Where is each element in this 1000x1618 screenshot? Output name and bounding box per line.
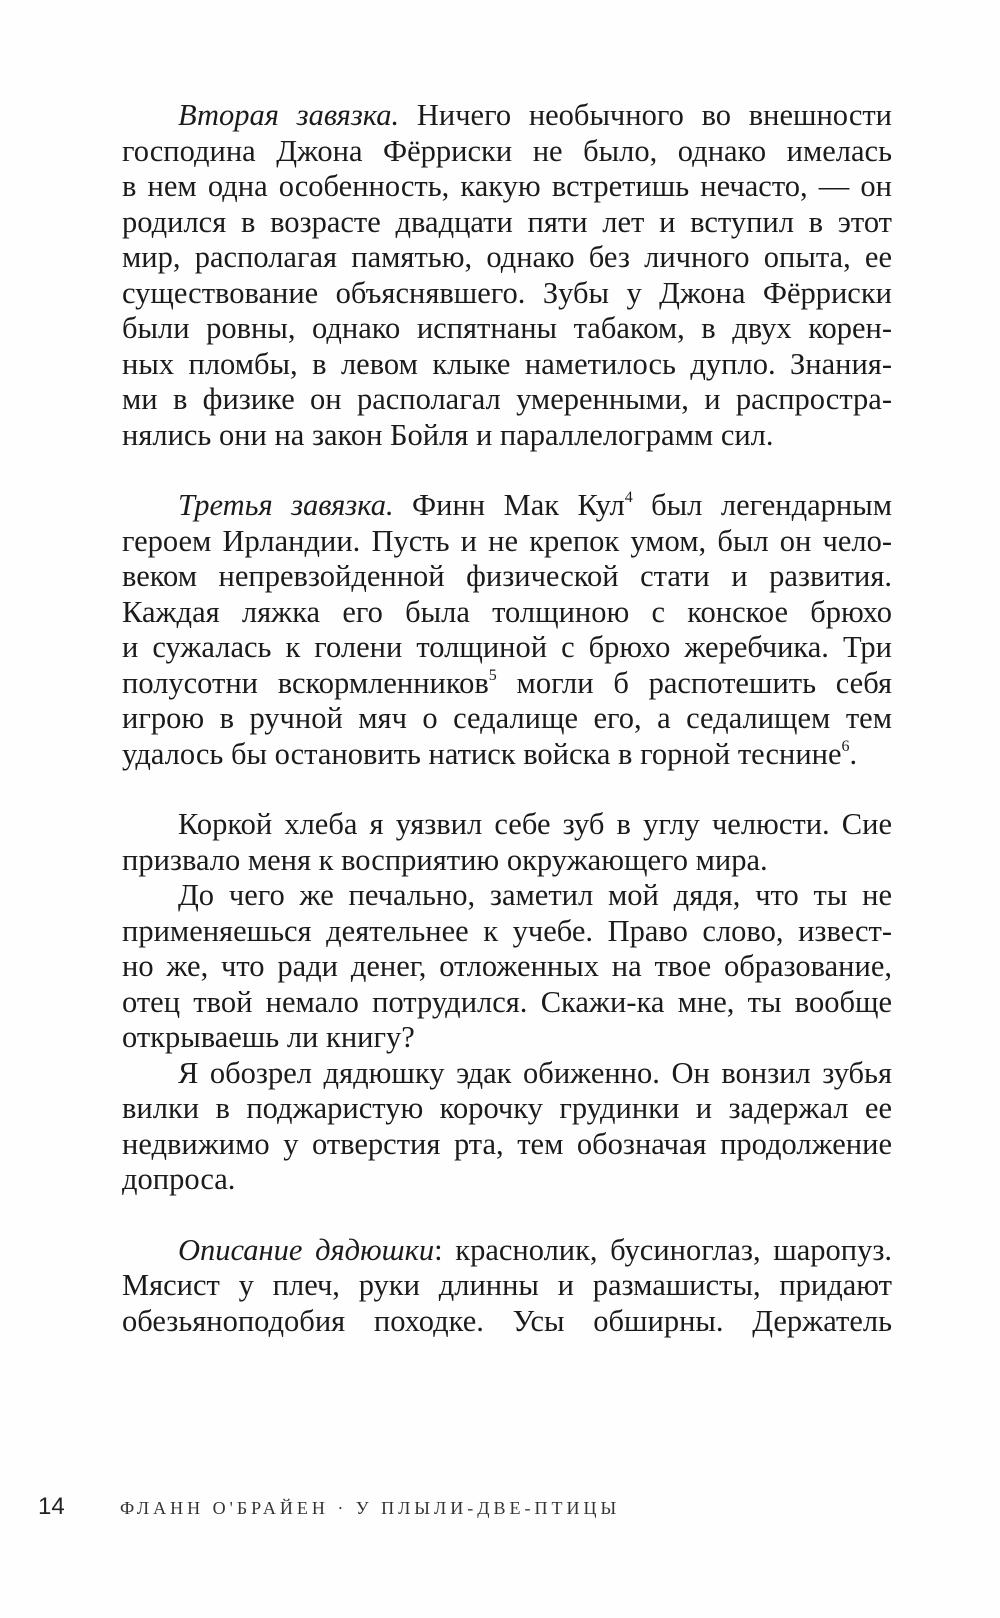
- paragraph-1-line-8: ных пломбы, в левом клыке наметилось дупло. Знания-: [122, 346, 892, 381]
- paragraph-3-line-2: призвало меня к восприятию окружающего мира.: [122, 842, 768, 877]
- paragraph-5-line-2: вилки в поджаристую корочку грудинки и задержал ее: [122, 1091, 892, 1125]
- paragraph-6-line-1: Описание дядюшки: краснолик, бусиноглаз, шаропуз.: [178, 1232, 892, 1267]
- paragraph-6-line-2: Мясист у плеч, руки длинны и размашисты, придают: [122, 1268, 892, 1302]
- footnote-ref-6[interactable]: 6: [841, 737, 850, 755]
- paragraph-5-line-1: Я обозрел дядюшку эдак обиженно. Он вонзил зубья: [178, 1055, 892, 1090]
- paragraph-5-line-4: допроса.: [122, 1162, 236, 1196]
- page-number: 14: [38, 1493, 65, 1520]
- body-text: [122, 98, 892, 1339]
- footnote-ref-5[interactable]: 5: [488, 666, 497, 684]
- paragraph-2-line-3: веком непревзойденной физической стати и развития.: [122, 559, 892, 593]
- paragraph-2-line-1: Третья завязка. Финн Мак Кул$^4$ был легендарным: [178, 488, 893, 522]
- paragraph-1-line-6: существование объяснявшего. Зубы у Джона Фёрриски: [122, 275, 892, 310]
- paragraph-gap: [122, 772, 892, 807]
- paragraph-1-label: Вторая завязка.: [178, 98, 400, 132]
- paragraph-1-line-9: ми в физике он располагал умеренными, и распростра-: [122, 382, 892, 416]
- paragraph-3-line-1: Коркой хлеба я уязвил себе зуб в углу челюсти. Сие: [178, 807, 892, 841]
- paragraph-4-line-3: но же, что ради денег, отложенных на твое образование,: [122, 949, 892, 983]
- paragraph-5-line-3: недвижимо у отверстия рта, тем обозначая продолжение: [122, 1126, 892, 1161]
- paragraph-2-line-6: полусотни вскормленников$^5$ могли б распотешить себя: [122, 665, 892, 700]
- paragraph-2-label: Третья завязка.: [178, 488, 394, 522]
- running-head: ФЛАНН О'БРАЙЕН · У ПЛЫЛИ-ДВЕ-ПТИЦЫ: [120, 1498, 621, 1518]
- paragraph-1-line-10: нялись они на закон Бойля и параллелограмм сил.: [122, 417, 774, 452]
- paragraph-4-line-5: открываешь ли книгу?: [122, 1020, 415, 1054]
- paragraph-1-line-1: Вторая завязка. Ничего необычного во внешности: [178, 98, 893, 132]
- paragraph-1-line-3: в нем одна особенность, какую встретишь нечасто, — он: [122, 169, 892, 203]
- paragraph-4-line-4: отец твой немало потрудился. Скажи-ка мне, ты вообще: [122, 984, 892, 1019]
- paragraph-6-label: Описание дядюшки: [178, 1232, 435, 1267]
- paragraph-4-line-2: применяешься деятельнее к учебе. Право слово, извест-: [122, 913, 892, 948]
- paragraph-gap: [122, 1198, 892, 1233]
- paragraph-2-line-7: игрою в ручной мяч о седалище его, а седалищем тем: [122, 701, 892, 735]
- paragraph-6-line-3: обезьяноподобия походке. Усы обширны. Держатель: [122, 1303, 892, 1338]
- paragraph-gap: [122, 453, 892, 488]
- paragraph-1-line-5: мир, располагая памятью, однако без личного опыта, ее: [122, 240, 892, 274]
- paragraph-2-line-2: героем Ирландии. Пусть и не крепок умом, был он чело-: [122, 523, 892, 558]
- paragraph-2-line-5: и сужалась к голени толщиной с брюхо жеребчика. Три: [122, 630, 892, 664]
- paragraph-1-line-4: родился в возрасте двадцати пяти лет и вступил в этот: [122, 204, 892, 239]
- paragraph-2-line-8: удалось бы остановить натиск войска в горной теснине$^6$.: [122, 736, 858, 771]
- paragraph-1-line-2: господина Джона Фёрриски не было, однако имелась: [122, 133, 892, 168]
- paragraph-1-line-7: были ровны, однако испятнаны табаком, в двух корен-: [122, 311, 892, 345]
- paragraph-2-line-4: Каждая ляжка его была толщиною с конское брюхо: [122, 594, 892, 629]
- page-footer: [38, 1492, 938, 1522]
- paragraph-4-line-1: До чего же печально, заметил мой дядя, что ты не: [178, 878, 892, 912]
- footnote-ref-4[interactable]: 4: [624, 489, 633, 506]
